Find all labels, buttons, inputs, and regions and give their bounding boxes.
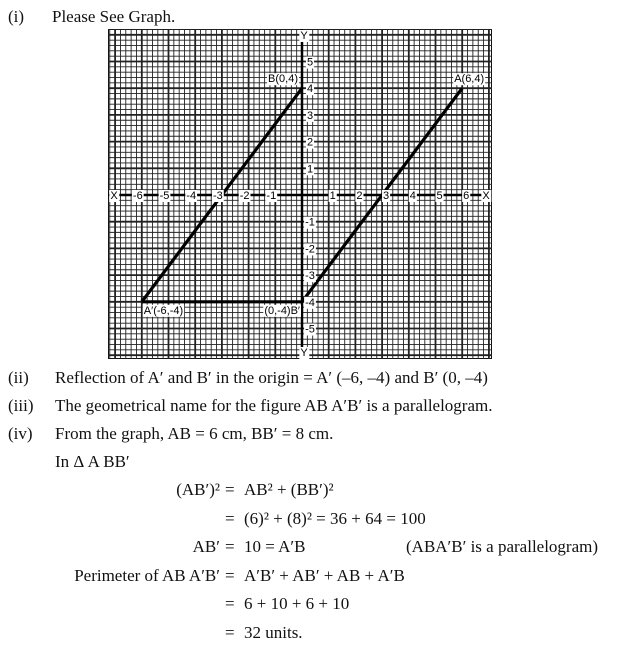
- y-tick-label: 2: [306, 136, 314, 149]
- x-tick-label: -6: [132, 190, 143, 202]
- x-tick-label: -2: [239, 190, 250, 202]
- y-tick-label: -5: [305, 323, 315, 336]
- equation-lhs: AB′: [192, 537, 220, 556]
- point-label-b-prime: (0,-4)B′: [264, 304, 300, 317]
- equation-rhs: 6 + 10 + 6 + 10: [244, 594, 350, 613]
- x-tick-label: -3: [213, 190, 223, 202]
- x-tick-label: 2: [356, 190, 363, 202]
- equation-rhs: (6)² + (8)² = 36 + 64 = 100: [244, 508, 426, 528]
- y-tick-label: 3: [306, 109, 314, 122]
- equation-rhs: 32 units.: [244, 622, 303, 642]
- equals-sign: =: [225, 565, 235, 585]
- equation-rhs: AB² + (BB′)²: [244, 480, 334, 499]
- equals-sign: =: [225, 622, 235, 642]
- equals-sign: =: [225, 480, 235, 499]
- item-text: The geometrical name for the figure AB A′B′ is a parallelogram.: [55, 396, 493, 415]
- equation-lhs: Perimeter of AB A′B′: [74, 565, 220, 585]
- equation-note: (ABA′B′ is a parallelogram): [406, 537, 599, 556]
- x-tick-label: -4: [186, 190, 197, 202]
- item-text: Please See Graph.: [52, 7, 176, 26]
- item-number: (ii): [8, 368, 29, 387]
- y-tick-label: 5: [306, 56, 314, 69]
- item-number: (iv): [8, 424, 33, 443]
- y-axis-label-bottom: Y: [300, 347, 308, 359]
- point-label-a-prime: A′(-6,-4): [143, 304, 184, 317]
- item-number: (iii): [8, 396, 34, 415]
- y-tick-label: -3: [305, 270, 315, 283]
- y-tick-label: 4: [306, 83, 314, 96]
- point-label-b: B(0,4): [268, 73, 298, 86]
- y-tick-label: -1: [305, 216, 315, 229]
- y-tick-label: -4: [305, 296, 315, 309]
- triangle-line: In Δ A BB′: [55, 452, 130, 471]
- x-axis-label-left: X: [110, 190, 118, 202]
- equation-rhs: 10 = A′B: [244, 537, 306, 556]
- equals-sign: =: [225, 537, 235, 556]
- x-tick-label: 4: [409, 190, 416, 202]
- point-label-a: A(6,4): [454, 73, 485, 86]
- x-tick-label: 5: [436, 190, 443, 202]
- y-tick-label: 1: [306, 163, 314, 176]
- equals-sign: =: [225, 508, 235, 528]
- item-number: (i): [8, 7, 25, 26]
- item-text: Reflection of A′ and B′ in the origin = A′ (–6, –4) and B′ (0, –4): [55, 368, 488, 387]
- x-tick-label: -5: [159, 190, 170, 202]
- x-tick-label: 6: [463, 190, 470, 202]
- y-tick-label: -2: [305, 243, 315, 256]
- x-tick-label: 1: [329, 190, 336, 202]
- coordinate-graph: [108, 29, 492, 359]
- x-tick-label: 3: [383, 190, 390, 202]
- equation-lhs: (AB′)²: [176, 480, 220, 499]
- item-text: From the graph, AB = 6 cm, BB′ = 8 cm.: [55, 424, 334, 443]
- equation-rhs: A′B′ + AB′ + AB + A′B: [244, 565, 405, 585]
- x-axis-label-right: X: [482, 190, 490, 202]
- y-axis-label-top: Y: [300, 30, 308, 42]
- x-tick-label: -1: [266, 190, 277, 202]
- equals-sign: =: [225, 594, 235, 613]
